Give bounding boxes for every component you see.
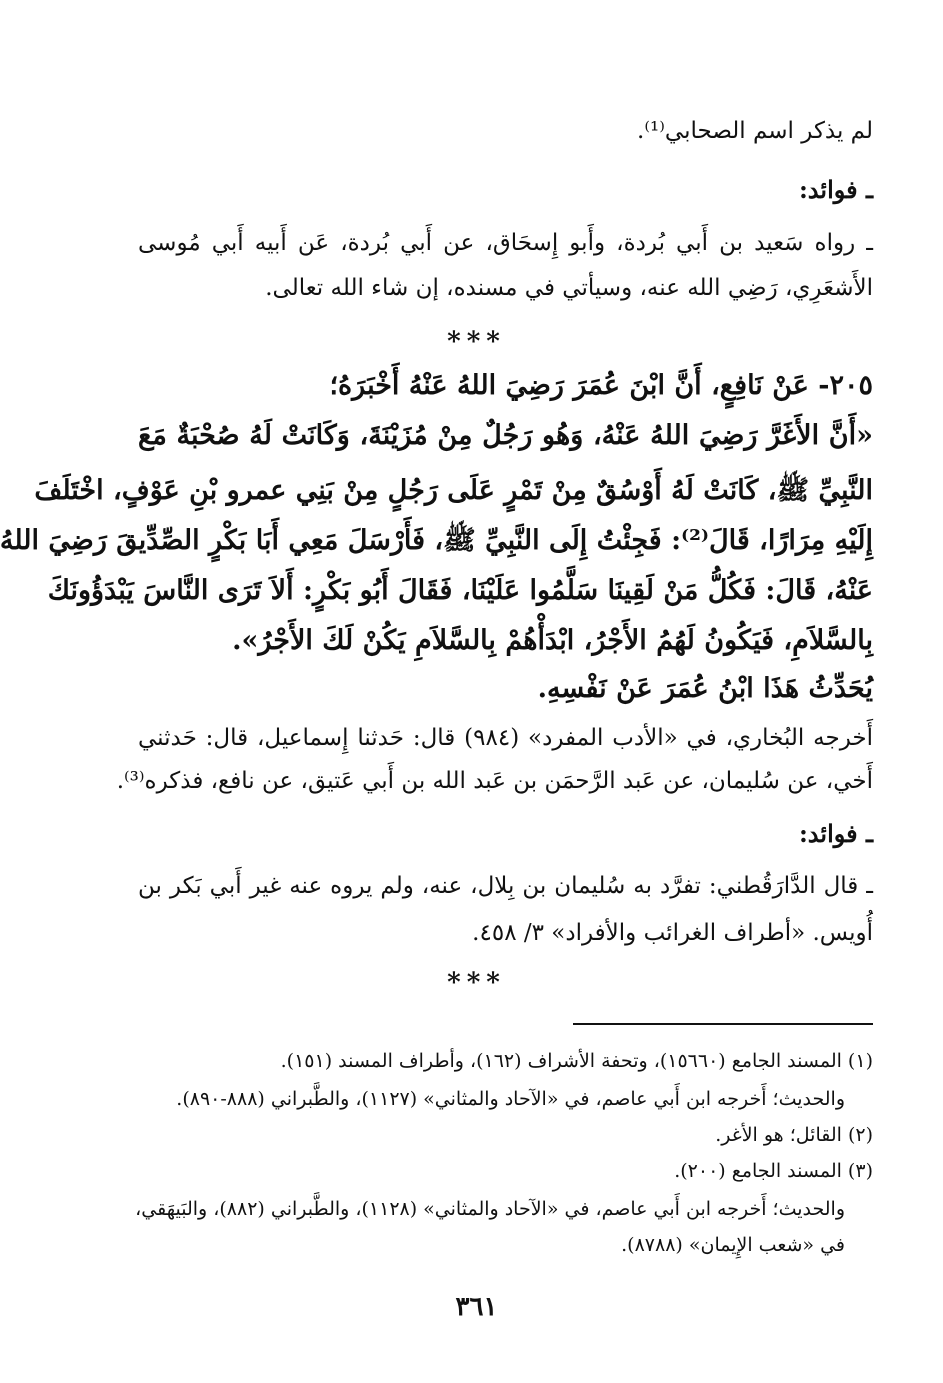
takhrij-line: أَخرجه البُخاري، في «الأدب المفرد» (٩٨٤) قال: حَدثنا إِسماعيل، قال: حَدثني <box>138 725 874 751</box>
hadith-text-line: يُحَدِّثُ هَذَا ابْنُ عُمَرَ عَنْ نَفْسِهِ. <box>537 673 873 704</box>
section-separator: *** <box>447 968 506 998</box>
footnote-line: (٣) المسند الجامع (٢٠٠). <box>674 1160 873 1182</box>
hadith-text-line: النَّبِيِّ ﷺ، كَانَتْ لَهُ أَوْسُقٌ مِنْ تَمْرٍ عَلَى رَجُلٍ مِنْ بَنِي عمرو بْنِ عَوْفٍ، اخْتَلَفَ <box>34 475 873 506</box>
footnote-line: والحديث؛ أَخرجه ابن أَبي عاصم، في «الآحاد والمثاني» (١١٢٨)، والطَّبراني (٨٨٢)، والبَيهَقي، <box>135 1198 845 1220</box>
page-number: ٣٦١ <box>455 1292 498 1322</box>
text-line: ـ رواه سَعيد بن أَبي بُردة، وأَبو إِسحَاق، عن أَبي بُردة، عَن أَبيه أَبي مُوسى <box>138 230 873 256</box>
footnote-line: (٢) القائل؛ هو الأغر. <box>715 1124 873 1146</box>
hadith-number-line: ٢٠٥- عَنْ نَافِعٍ، أَنَّ ابْنَ عُمَرَ رَضِيَ اللهُ عَنْهُ أَخْبَرَهُ؛ <box>329 370 873 401</box>
hadith-text-line: إِلَيْهِ مِرَارًا، قَالَ⁽²⁾: فَجِئْتُ إِلَى النَّبِيِّ ﷺ، فَأَرْسَلَ مَعِي أَبَا بَكْرٍ الصِّدِّيقَ رَضِيَ اللهُ <box>0 525 873 556</box>
section-heading-fawaid: ـ فوائد: <box>798 175 873 204</box>
hadith-text-line: «أَنَّ الأَغَرَّ رَضِيَ اللهُ عَنْهُ، وَهُو رَجُلٌ مِنْ مُزَيْنَةَ، وَكَانَتْ لَهُ صُحْبَةٌ مَعَ <box>138 420 873 451</box>
text-line: لم يذكر اسم الصحابي⁽¹⁾. <box>637 118 873 144</box>
text-line: الأَشعَرِي، رَضِي الله عنه، وسيأتي في مسنده، إن شاء الله تعالى. <box>265 275 873 301</box>
footnote-line: في «شعب الإِيمان» (٨٧٨٨). <box>621 1234 845 1256</box>
text-line: ـ قال الدَّارَقُطني: تفرَّد به سُليمان بن بِلال، عنه، ولم يروه عنه غير أَبي بَكر بن <box>138 873 873 899</box>
section-separator: *** <box>447 327 506 357</box>
footnote-line: (١) المسند الجامع (١٥٦٦٠)، وتحفة الأشراف (١٦٢)، وأطراف المسند (١٥١). <box>280 1050 873 1072</box>
section-heading-fawaid: ـ فوائد: <box>798 819 873 848</box>
hadith-text-line: بِالسَّلاَمِ، فَيَكُونُ لَهُمُ الأَجْرُ، ابْدَأْهُمْ بِالسَّلاَمِ يَكُنْ لَكَ الأَجْرُ». <box>232 625 873 656</box>
footnote-line: والحديث؛ أَخرجه ابن أَبي عاصم، في «الآحاد والمثاني» (١١٢٧)، والطَّبراني (٨٨٨-٨٩٠). <box>176 1088 845 1110</box>
hadith-text-line: عَنْهُ، قَالَ: فَكُلُّ مَنْ لَقِينَا سَلَّمُوا عَلَيْنَا، فَقَالَ أَبُو بَكْرٍ: أَلاَ تَرَى النَّاسَ يَبْدَؤُونَكَ <box>47 575 873 606</box>
text-line: أُويس. «أطراف الغرائب والأفراد» ٣/ ٤٥٨. <box>472 920 873 946</box>
footnote-divider <box>573 1023 873 1025</box>
takhrij-line: أَخي، عن سُليمان، عن عَبد الرَّحمَن بن عَبد الله بن أَبي عَتيق، عن نافع، فذكره⁽³⁾. <box>116 768 873 794</box>
